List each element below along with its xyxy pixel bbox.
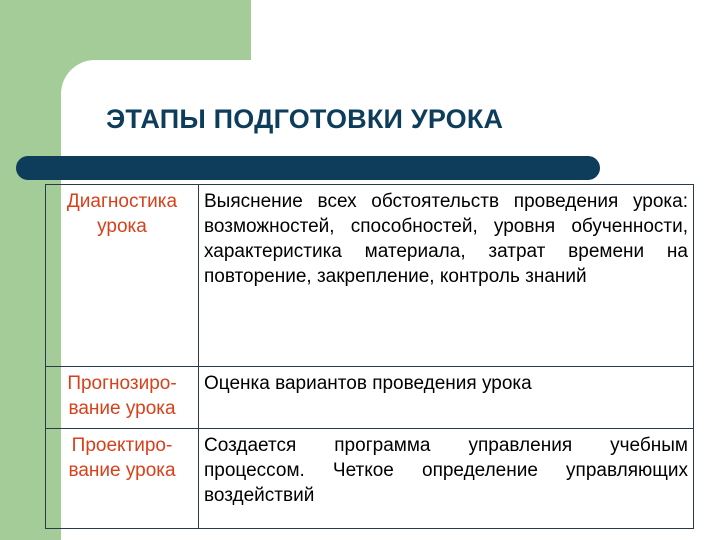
stage-name: Диагностика урока [46,185,199,367]
slide-title: ЭТАПЫ ПОДГОТОВКИ УРОКА [106,104,504,134]
title-underline-bar [16,156,600,180]
table-row [46,185,694,367]
stage-description: Создается программа управления учебным процессом. Четкое определение управляющих воздействий [199,429,694,529]
stages-table [45,184,694,529]
table-row [46,429,694,529]
stage-name: Проектиро-вание урока [46,429,199,529]
stage-name: Прогнозиро-вание урока [46,367,199,429]
stage-description: Выяснение всех обстоятельств проведения урока: возможностей, способностей, уровня обученности, характеристика материала, затрат времени на повторение, закрепление, контроль знаний [199,185,694,367]
table-row [46,367,694,429]
stage-description: Оценка вариантов проведения урока [199,367,694,429]
